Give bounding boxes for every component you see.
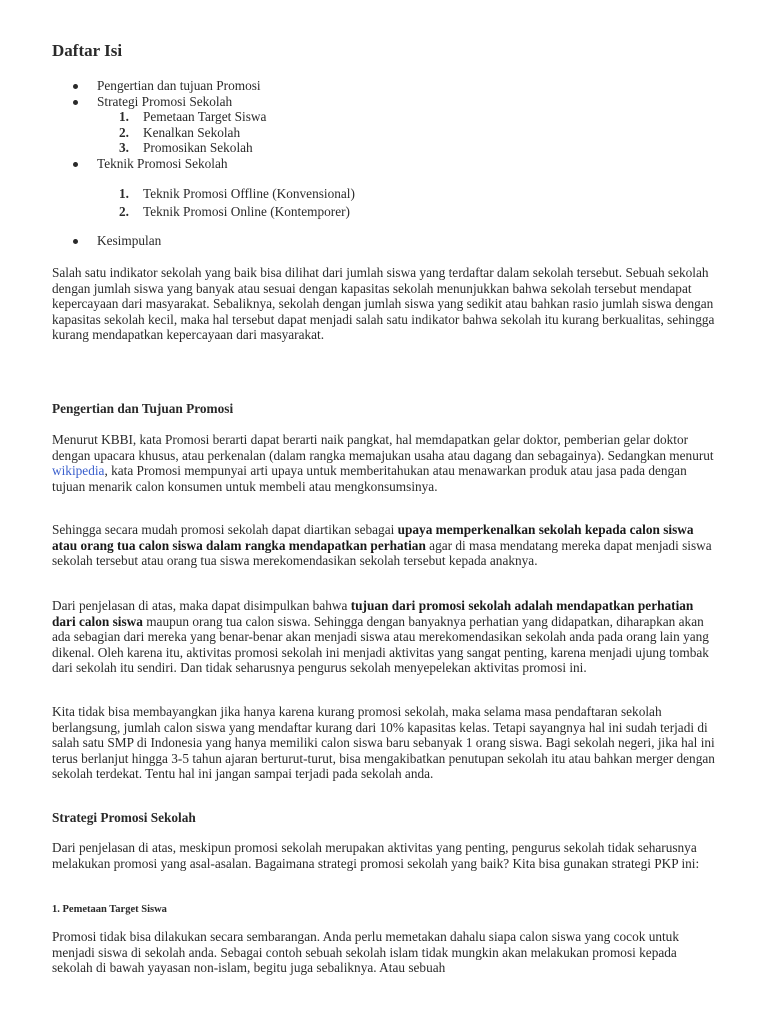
table-of-contents	[52, 78, 712, 249]
paragraph-text: agar di masa mendatang mereka dapat menjadi siswa sekolah tersebut atau orang tua siswa merekomendasikan sekolah tersebut kepada anaknya.	[52, 537, 712, 568]
toc-subitem[interactable]	[52, 125, 712, 141]
toc-subitem[interactable]	[52, 186, 712, 202]
toc-item[interactable]	[52, 156, 712, 172]
toc-subitem-label: Pemetaan Target Siswa	[143, 109, 267, 124]
toc-subitem-label: Promosikan Sekolah	[143, 140, 253, 155]
toc-subitem-label: Kenalkan Sekolah	[143, 124, 241, 140]
toc-spacer	[52, 219, 712, 233]
toc-item[interactable]	[52, 78, 712, 94]
section-heading: Strategi Promosi Sekolah	[52, 810, 196, 825]
toc-subitem-label: Teknik Promosi Online (Kontemporer)	[143, 203, 350, 219]
paragraph	[52, 522, 716, 569]
intro-paragraph: Salah satu indikator sekolah yang baik bisa dilihat dari jumlah siswa yang terdaftar dalam sekolah tersebut. Sebuah sekolah dengan jumlah siswa yang banyak atau sesuai dengan kapasitas sekolah menunjukkan bahwa sekolah tersebut mendapat kepercayaan dari masyarakat. Sebaliknya, sekolah dengan jumlah siswa yang sedikit atau bahkan rasio jumlah siswa dengan kapasitas sekolah kecil, maka hal tersebut dapat menjadi salah satu indikator bahwa sekolah itu kurang berkualitas, sehingga kurang mendapatkan kepercayaan dari masyarakat.	[52, 265, 715, 342]
toc-item-label: Kesimpulan	[97, 233, 162, 248]
toc-subitem-number: 2.	[119, 203, 129, 219]
toc-title: Daftar Isi	[52, 41, 123, 60]
paragraph	[52, 432, 716, 494]
paragraph-text: maupun orang tua calon siswa. Sehingga dengan banyaknya perhatian yang didapatkan, diharapkan akan ada sebagian dari mereka yang benar-benar akan menjadi siswa atau merekomendasikan sekolah anda pada orang lain yang dikenal. Oleh karena itu, aktivitas promosi sekolah ini menjadi aktivitas yang sangat penting, karena menjadi ujung tombak dari sekolah itu sendiri. Dan tidak seharusnya pengurus sekolah menyepelekan aktivitas promosi ini.	[52, 613, 709, 675]
paragraph-text: , kata Promosi mempunyai arti upaya untuk memberitahukan atau menawarkan produk atau jasa pada dengan tujuan menarik calon konsumen untuk membeli atau mengkonsumsinya.	[52, 463, 687, 494]
paragraph: Promosi tidak bisa dilakukan secara sembarangan. Anda perlu memetakan dahalu siapa calon siswa yang cocok untuk menjadi siswa di sekolah anda. Sebagai contoh sebuah sekolah islam tidak mungkin akan melakukan promosi kepada sekolah di bawah yayasan non-islam, begitu juga sebaliknya. Atau sebuah	[52, 929, 679, 975]
paragraph-text: Dari penjelasan di atas, maka dapat disimpulkan bahwa	[52, 598, 351, 613]
toc-item-label: Strategi Promosi Sekolah	[97, 93, 233, 109]
paragraph-text: Menurut KBBI, kata Promosi berarti dapat berarti naik pangkat, hal memdapatkan gelar doktor, pemberian gelar doktor dengan upacara khusus, atau perkenalan (dalam rangka memajukan usaha atau dagang dan sebagainya). Sedangkan menurut	[52, 432, 714, 463]
bullet-icon	[73, 239, 78, 244]
toc-subitem[interactable]	[52, 140, 712, 156]
bullet-icon	[73, 100, 78, 105]
paragraph	[52, 598, 716, 676]
toc-item-label: Pengertian dan tujuan Promosi	[97, 78, 261, 93]
bold-text: upaya memperkenalkan sekolah kepada calon siswa atau orang tua calon siswa dalam rangka mendapatkan perhatian	[52, 522, 694, 553]
section-heading: Pengertian dan Tujuan Promosi	[52, 401, 234, 416]
subsection-heading: 1. Pemetaan Target Siswa	[52, 904, 167, 915]
toc-subitem[interactable]	[52, 109, 712, 125]
toc-item[interactable]	[52, 94, 712, 110]
toc-subitem[interactable]	[52, 204, 712, 220]
bullet-icon	[73, 84, 78, 89]
toc-subitem-number: 1.	[119, 109, 129, 124]
toc-spacer	[52, 171, 712, 186]
toc-subitem-number: 1.	[119, 186, 129, 201]
toc-item[interactable]	[52, 233, 712, 249]
paragraph: Kita tidak bisa membayangkan jika hanya karena kurang promosi sekolah, maka selama masa pendaftaran sekolah berlangsung, jumlah calon siswa yang mendaftar kurang dari 10% kapasitas kelas. Tetapi sayangnya hal ini sudah terjadi di salah satu SMP di Indonesia yang hanya memiliki calon siswa baru sebanyak 1 orang siswa. Bagi sekolah negeri, jika hal ini terus berlanjut hingga 3-5 tahun ajaran berturut-turut, bisa mengakibatkan penutupan sekolah itu atau bahkan merger dengan sekolah terdekat. Tentu hal ini jangan sampai terjadi pada sekolah anda.	[52, 704, 715, 781]
toc-subitem-number: 3.	[119, 140, 129, 155]
toc-item-label: Teknik Promosi Sekolah	[97, 155, 228, 171]
toc-subitem-number: 2.	[119, 124, 129, 140]
bold-text: tujuan dari promosi sekolah adalah mendapatkan perhatian dari calon siswa	[52, 598, 694, 629]
bullet-icon	[73, 162, 78, 167]
paragraph-text: Sehingga secara mudah promosi sekolah dapat diartikan sebagai	[52, 522, 398, 537]
wikipedia-link[interactable]: wikipedia	[52, 463, 105, 478]
toc-subitem-label: Teknik Promosi Offline (Konvensional)	[143, 186, 355, 201]
paragraph: Dari penjelasan di atas, meskipun promosi sekolah merupakan aktivitas yang penting, pengurus sekolah tidak seharusnya melakukan promosi yang asal-asalan. Bagaimana strategi promosi sekolah yang baik? Kita bisa gunakan strategi PKP ini:	[52, 840, 700, 871]
